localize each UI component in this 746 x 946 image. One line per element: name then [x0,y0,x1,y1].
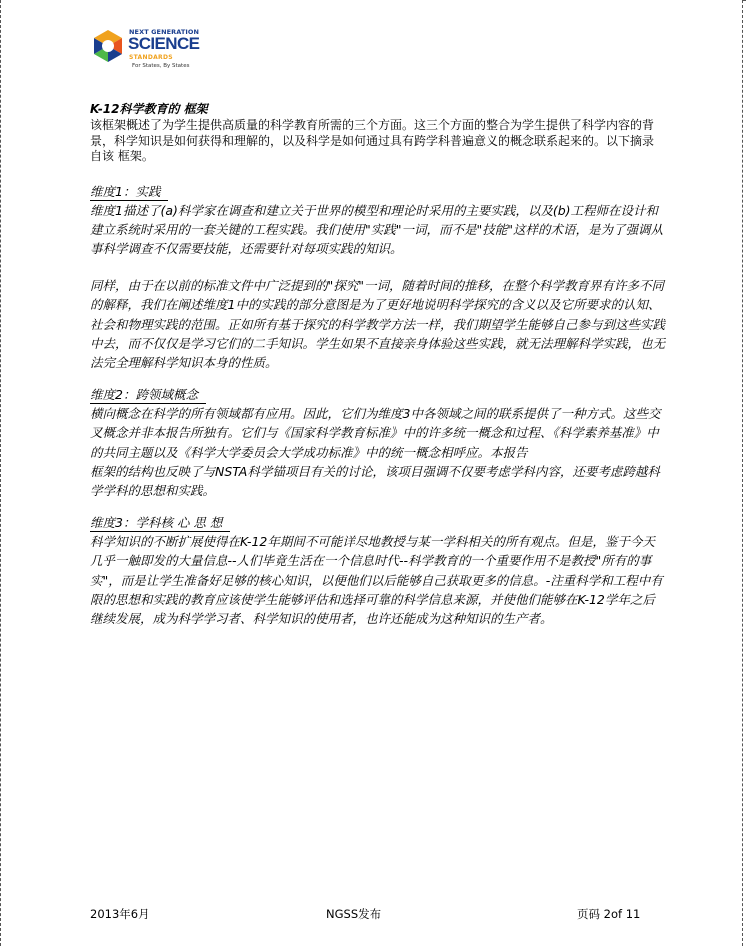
logo-line-2: SCIENCE [128,34,200,53]
footer-date: 2013年6月 [90,907,150,921]
ngss-logo [90,24,200,76]
section-dimension-3 [90,512,665,628]
document-body [90,101,665,628]
page-border-left [0,0,1,946]
section-heading: 维度2：跨领域概念 [90,387,206,404]
footer-page-number: 页码 2of 11 [577,907,641,921]
section-paragraph: 同样，由于在以前的标准文件中广泛提到的"探究"一词，随着时间的推移，在整个科学教育界有许多不同的解释，我们在阐述维度1中的实践的部分意图是为了更好地说明科学探究的含义以及它所要求的认知、社会和物理实践的范围。正如所有基于探究的科学教学方法一样，我们期望学生能够自己参与到这些实践中去，而不仅仅是学习它们的二手知识。学生如果不直接亲身体验这些实践，就无法理解科学实践，也无法完全理解科学知识本身的性质。 [90,278,666,370]
footer-publisher: NGSS发布 [326,907,382,921]
logo-line-3: STANDARDS [129,54,173,61]
section-paragraph: 科学知识的不断扩展使得在K-12年期间不可能详尽地教授与某一学科相关的所有观点。但是，鉴于今天几乎一触即发的大量信息--人们毕竟生活在一个信息时代--科学教育的一个重要作用不是教授"所有的事实"，而是让学生准备好足够的核心知识，以便他们以后能够自己获取更多的信息。-注重科学和工程中有限的思想和实践的教育应该使学生能够评估和选择可靠的科学信息来源，并使他们能够在K-12学年之后继续发展，成为科学学习者、科学知识的使用者，也许还能成为这种知识的生产者。 [90,534,663,626]
section-dimension-2 [90,384,665,500]
document-title: K-12科学教育的 框架 [90,102,208,116]
logo-tagline: For States, By States [132,63,190,69]
section-paragraph: 维度1描述了(a)科学家在调查和建立关于世界的模型和理论时采用的主要实践，以及(b)工程师在设计和建立系统时采用的一套关键的工程实践。我们使用"实践"一词，而不是"技能"这样的术语，是为了强调从事科学调查不仅需要技能，还需要针对每项实践的知识。 [90,202,664,256]
document-intro: 该框架概述了为学生提供高质量的科学教育所需的三个方面。这三个方面的整合为学生提供了科学内容的背景，科学知识是如何获得和理解的，以及科学是如何通过具有跨学科普遍意义的概念联系起来的。以下摘录自该 框架。 [90,118,655,163]
ngss-logo-emblem-icon [90,26,126,66]
section-paragraph: 框架的结构也反映了与NSTA科学锚项目有关的讨论，该项目强调不仅要考虑学科内容，还要考虑跨越科学学科的思想和实践。 [90,463,660,498]
section-heading: 维度1：实践 [90,184,168,201]
page-border-corner [742,0,746,1]
section-paragraph: 横向概念在科学的所有领域都有应用。因此，它们为维度3中各领域之间的联系提供了一种方式。这些交叉概念并非本报告所独有。它们与《国家科学教育标准》中的许多统一概念和过程、《科学素养基准》中的共同主题以及《科学大学委员会大学成功标准》中的统一概念相呼应。本报告 [90,406,661,460]
section-dimension-1 [90,181,665,373]
page-border-right [742,0,743,946]
section-heading: 维度3：学科核 心 思 想 [90,515,230,532]
logo-line-1: NEXT GENERATION [129,28,200,36]
